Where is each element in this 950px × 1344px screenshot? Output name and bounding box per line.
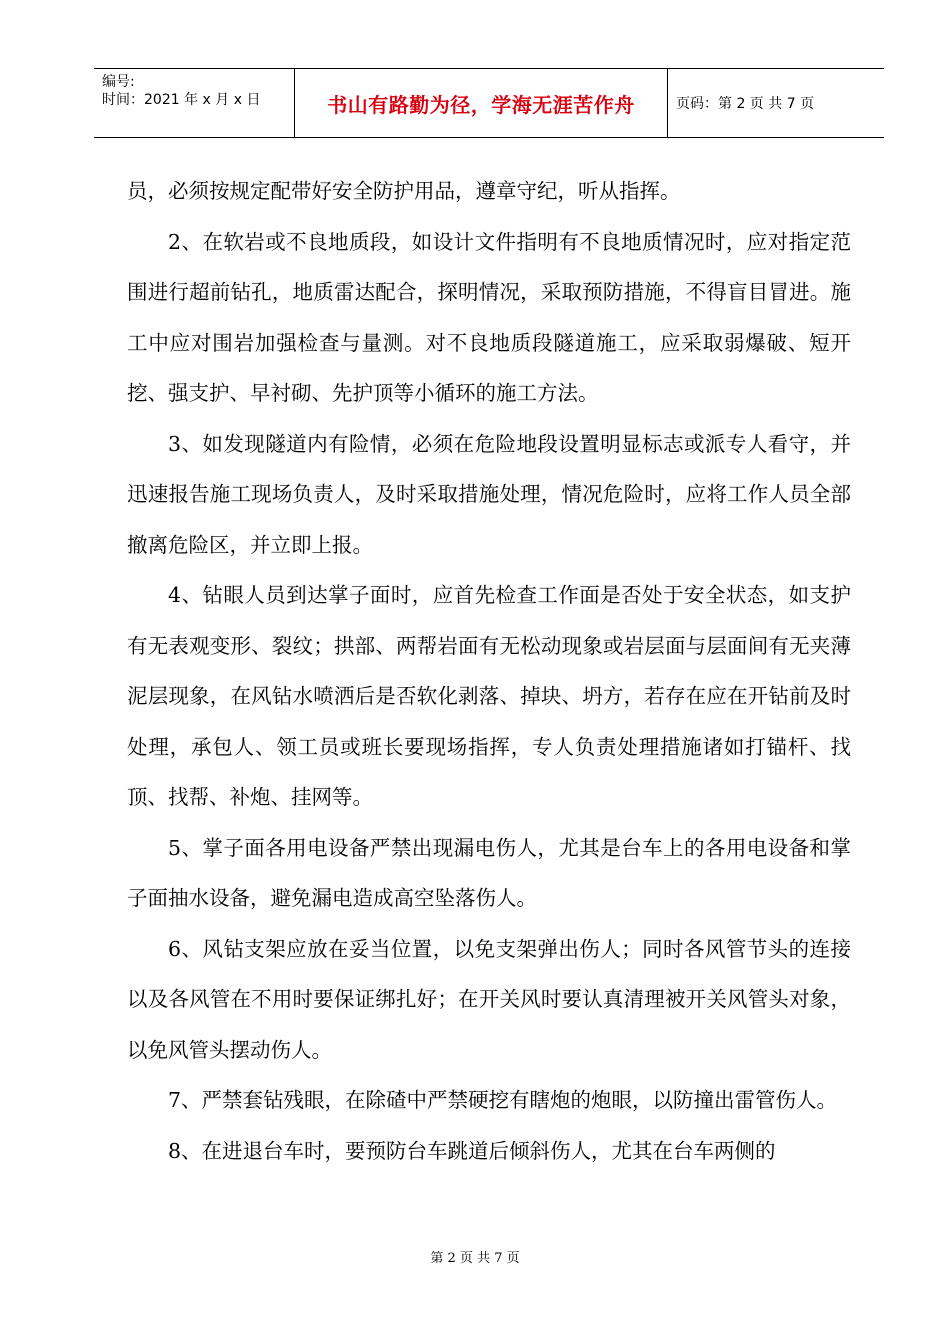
document-body	[127, 166, 851, 1176]
code-label: 编号:	[102, 74, 135, 90]
paragraph-item-7: 7、严禁套钻残眼，在除碴中严禁硬挖有瞎炮的炮眼，以防撞出雷管伤人。	[168, 1088, 838, 1112]
page-label: 页码：第 2 页 共 7 页	[676, 96, 815, 112]
paragraph-item-4: 4、钻眼人员到达掌子面时，应首先检查工作面是否处于安全状态，如支护有无表观变形、裂纹；拱部、两帮岩面有无松动现象或岩层面与层面间有无夹薄泥层现象，在风钻水喷洒后是否软化剥落、掉块、坍方，若存在应在开钻前及时处理，承包人、领工员或班长要现场指挥，专人负责处理措施诸如打锚杆、找顶、找帮、补炮、挂网等。	[127, 583, 851, 809]
header-meta	[102, 69, 292, 141]
page-footer: 第 2 页 共 7 页	[430, 1251, 520, 1266]
paragraph-item-2: 2、在软岩或不良地质段，如设计文件指明有不良地质情况时，应对指定范围进行超前钻孔，地质雷达配合，探明情况，采取预防措施，不得盲目冒进。施工中应对围岩加强检查与量测。对不良地质段隧道施工，应采取弱爆破、短开挖、强支护、早衬砌、先护顶等小循环的施工方法。	[127, 229, 851, 405]
header-motto-cell	[294, 69, 668, 137]
header-page-cell	[676, 69, 884, 137]
paragraph-continuation: 员，必须按规定配带好安全防护用品，遵章守纪，听从指挥。	[127, 179, 681, 203]
time-label: 时间：2021 年 x 月 x 日	[102, 92, 261, 108]
paragraph-item-6: 6、风钻支架应放在妥当位置，以免支架弹出伤人；同时各风管节头的连接以及各风管在不用时要保证绑扎好；在开关风时要认真清理被开关风管头对象，以免风管头摆动伤人。	[127, 936, 851, 1062]
page-header	[94, 68, 884, 138]
paragraph-item-3: 3、如发现隧道内有险情，必须在危险地段设置明显标志或派专人看守，并迅速报告施工现场负责人，及时采取措施处理，情况危险时，应将工作人员全部撤离危险区，并立即上报。	[127, 431, 851, 557]
motto: 书山有路勤为径，学海无涯苦作舟	[327, 92, 635, 117]
paragraph-item-8: 8、在进退台车时，要预防台车跳道后倾斜伤人，尤其在台车两侧的	[168, 1138, 776, 1163]
paragraph-item-5: 5、掌子面各用电设备严禁出现漏电伤人，尤其是台车上的各用电设备和掌子面抽水设备，避免漏电造成高空坠落伤人。	[127, 835, 851, 910]
